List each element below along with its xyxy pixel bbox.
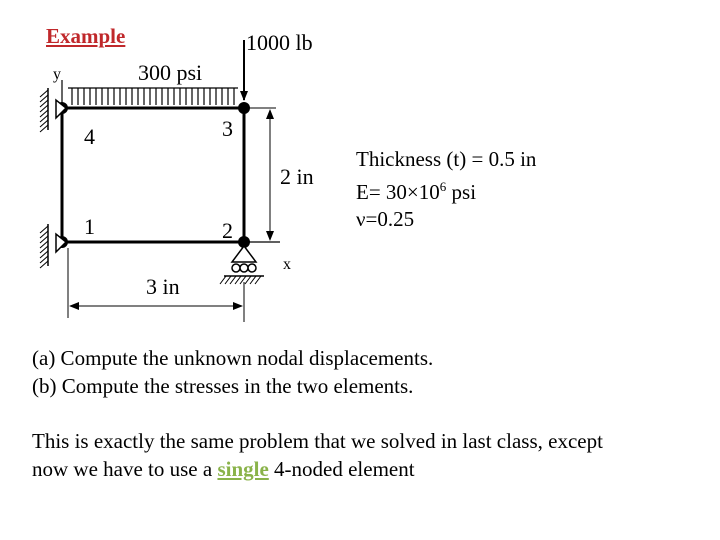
hatch-line xyxy=(225,276,231,284)
highlight-single: single xyxy=(217,457,269,481)
hatch-line xyxy=(250,276,256,284)
hatch-line xyxy=(245,276,251,284)
hatch-line xyxy=(220,276,226,284)
hatch-line xyxy=(235,276,241,284)
note-line-2: now we have to use a single 4-noded element xyxy=(32,457,415,481)
x-axis-label: x xyxy=(283,256,291,273)
node-3-label: 3 xyxy=(222,116,233,141)
note-line-1: This is exactly the same problem that we solved in last class, except xyxy=(32,429,603,453)
hatch-line xyxy=(255,276,261,284)
height-dimension xyxy=(250,108,276,240)
pressure-load-arrows xyxy=(68,88,238,105)
modulus-text: $E= 30\times 10^6$ psi xyxy=(356,179,477,204)
node-3 xyxy=(238,102,250,114)
note xyxy=(32,427,603,483)
width-dimension-label: 3 in xyxy=(146,274,180,299)
questions xyxy=(32,344,433,400)
roller-support xyxy=(224,246,264,276)
point-load-label: 1000 lb xyxy=(246,30,313,55)
question-b: (b) Compute the stresses in the two elements. xyxy=(32,374,414,398)
y-axis-label: y xyxy=(53,66,61,83)
node-1-label: 1 xyxy=(84,214,95,239)
hatch-line xyxy=(240,276,246,284)
height-dimension-label: 2 in xyxy=(280,164,314,189)
hatch-line xyxy=(230,276,236,284)
slide-title: Example xyxy=(46,24,126,48)
question-a: (a) Compute the unknown nodal displacements. xyxy=(32,346,434,370)
thickness-text: Thickness (t) = 0.5 in xyxy=(356,147,537,171)
material-properties xyxy=(356,146,536,233)
poisson-text: ν=0.25 xyxy=(356,207,415,231)
pressure-label: 300 psi xyxy=(138,60,203,85)
node-2-label: 2 xyxy=(222,218,233,243)
node-4-label: 4 xyxy=(84,124,95,149)
